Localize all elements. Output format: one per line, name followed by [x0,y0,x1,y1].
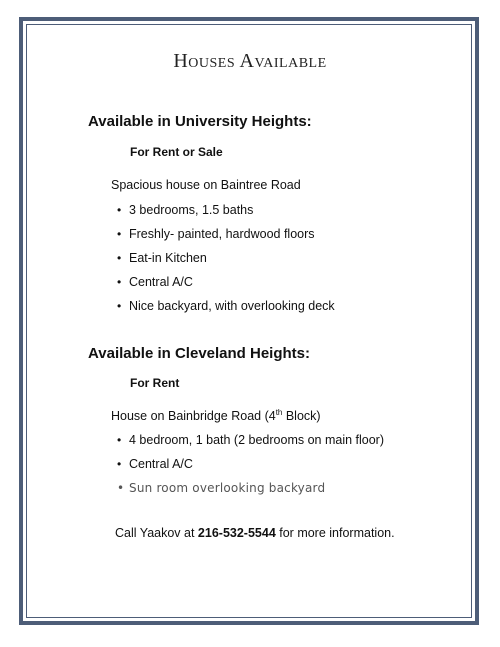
list-item: • 3 bedrooms, 1.5 baths [117,203,335,227]
list-item: • 4 bedroom, 1 bath (2 bedrooms on main floor) [117,433,384,457]
features-list-cleveland [117,433,384,505]
listing-description-bainbridge [111,408,321,423]
description-superscript: th [275,408,283,417]
list-item: • Freshly- painted, hardwood floors [117,227,335,251]
section-heading-university-heights: Available in University Heights: [88,113,312,130]
list-item: • Sun room overlooking backyard [117,481,384,505]
features-list-university [117,203,335,323]
list-item: • Central A/C [117,275,335,299]
list-item: • Central A/C [117,457,384,481]
description-text-end: Block) [282,409,321,424]
contact-line [115,526,395,540]
list-item: • Eat-in Kitchen [117,251,335,275]
description-text: House on Bainbridge Road (4 [111,409,276,424]
contact-suffix: for more information. [275,526,395,540]
contact-prefix: Call Yaakov at [115,526,198,540]
list-item: • Nice backyard, with overlooking deck [117,299,335,323]
section-heading-cleveland-heights: Available in Cleveland Heights: [88,345,311,362]
phone-number: 216-532-5544 [197,526,276,540]
page-title: Houses Available [173,50,327,72]
section-subheading-rent-or-sale: For Rent or Sale [130,145,223,159]
listing-description-baintree: Spacious house on Baintree Road [111,178,301,192]
section-subheading-rent: For Rent [130,376,180,390]
